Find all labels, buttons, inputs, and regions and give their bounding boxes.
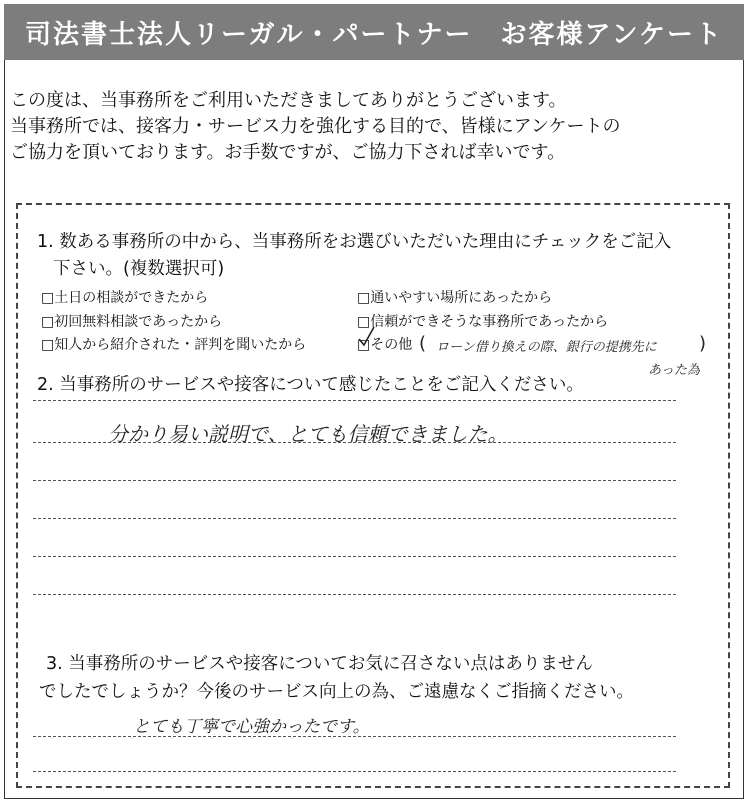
- option-other[interactable]: □その他: [357, 337, 413, 353]
- question-3: [39, 650, 634, 706]
- answer-line: [33, 480, 676, 481]
- intro-line: 当事務所では、接客力・サービス力を強化する目的で、皆様にアンケートの: [10, 116, 621, 137]
- other-answer-line2: あった為: [648, 363, 700, 378]
- question-1-line1: 1. 数ある事務所の中から、当事務所をお選びいただいた理由にチェックをご記入: [37, 232, 672, 252]
- question-3-line2: でしたでしょうか？今後のサービス向上の為、ご遠慮なくご指摘ください。: [39, 682, 634, 702]
- answer-line: [33, 400, 676, 401]
- option-convenient-location[interactable]: □通いやすい場所にあったから: [357, 290, 553, 306]
- intro-line: この度は、当事務所をご利用いただきましてありがとうございます。: [10, 90, 567, 111]
- answer-line: [33, 442, 676, 443]
- close-paren: ): [699, 333, 707, 354]
- answer-line: [33, 594, 676, 595]
- answer-line: [33, 736, 676, 737]
- option-free-first-consult[interactable]: □初回無料相談であったから: [41, 314, 223, 330]
- answer-line: [33, 771, 676, 772]
- option-trustworthy[interactable]: □信頼ができそうな事務所であったから: [357, 314, 609, 330]
- option-weekend-consult[interactable]: □土日の相談ができたから: [41, 290, 209, 306]
- intro-line: ご協力を頂いております。お手数ですが、ご協力下されば幸いです。: [10, 142, 566, 163]
- other-answer-line1: ローン借り換えの際、銀行の提携先に: [436, 340, 657, 355]
- intro-text: [10, 88, 621, 166]
- answer-line: [33, 518, 676, 519]
- question-3-line1: 3. 当事務所のサービスや接客についてお気に召さない点はありません: [46, 654, 593, 674]
- question-3-answer: とても丁寧で心強かったです。: [133, 717, 370, 737]
- checkmark-icon: [356, 325, 376, 349]
- survey-title: 司法書士法人リーガル・パートナー お客様アンケート: [4, 4, 744, 60]
- open-paren: (: [419, 333, 427, 354]
- question-2-answer: 分かり易い説明で、とても信頼できました。: [108, 422, 508, 446]
- question-1: [37, 229, 671, 283]
- option-referral[interactable]: □知人から紹介された・評判を聞いたから: [41, 337, 307, 353]
- answer-line: [33, 556, 676, 557]
- question-2: 2. 当事務所のサービスや接客について感じたことをご記入ください。: [37, 375, 584, 395]
- question-1-line2: 下さい。(複数選択可): [53, 259, 225, 279]
